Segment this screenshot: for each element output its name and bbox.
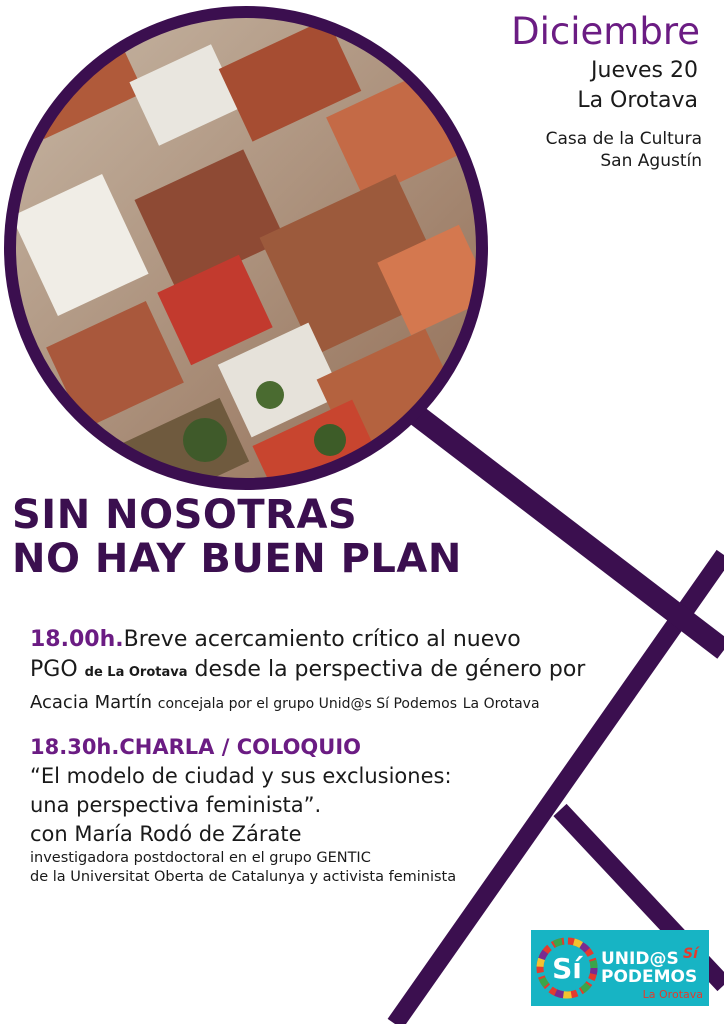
logo-line2: PODEMOS — [601, 967, 698, 987]
event-town: La Orotava — [577, 88, 698, 113]
item1-de-la-orotava: de La Orotava — [84, 665, 188, 680]
item1-role: concejala por el grupo Unid@s Sí Podemos — [157, 696, 457, 712]
logo-graphic — [531, 930, 709, 1006]
event-day: Jueves 20 — [591, 58, 698, 83]
item2-desc-1: investigadora postdoctoral en el grupo GENTIC — [30, 850, 371, 866]
unidos-si-podemos-logo — [531, 930, 709, 1006]
item1-role-town: La Orotava — [462, 696, 540, 712]
logo-si: Sí — [683, 946, 698, 962]
item2-speaker: con María Rodó de Zárate — [30, 822, 302, 846]
item2-quote-1: “El modelo de ciudad y sus exclusiones: — [30, 764, 452, 788]
logo-line1: UNID@S — [601, 949, 679, 969]
item1-time: 18.00h. — [30, 627, 124, 652]
headline-line-1: SIN NOSOTRAS — [12, 492, 358, 538]
event-month: Diciembre — [511, 10, 700, 53]
item2-heading: 18.30h.CHARLA / COLOQUIO — [30, 735, 362, 759]
program-item-2 — [30, 733, 456, 887]
event-venue — [546, 128, 702, 172]
item1-text2: desde la perspectiva de género por — [194, 657, 586, 682]
venue-line-1: Casa de la Cultura — [545, 129, 702, 149]
headline — [12, 493, 462, 581]
logo-line3: La Orotava — [642, 988, 703, 1001]
item2-quote-2: una perspectiva feminista”. — [30, 793, 322, 817]
item1-text1: Breve acercamiento crítico al nuevo — [123, 627, 521, 652]
venue-line-2: San Agustín — [600, 151, 702, 171]
item2-desc-2: de la Universitat Oberta de Catalunya y activista feminista — [30, 869, 457, 885]
program-item-1 — [30, 625, 585, 719]
item1-speaker: Acacia Martín — [30, 692, 153, 713]
item1-pgo: PGO — [30, 657, 78, 682]
logo-mark: Sí — [552, 952, 582, 985]
headline-line-2: NO HAY BUEN PLAN — [12, 536, 462, 582]
